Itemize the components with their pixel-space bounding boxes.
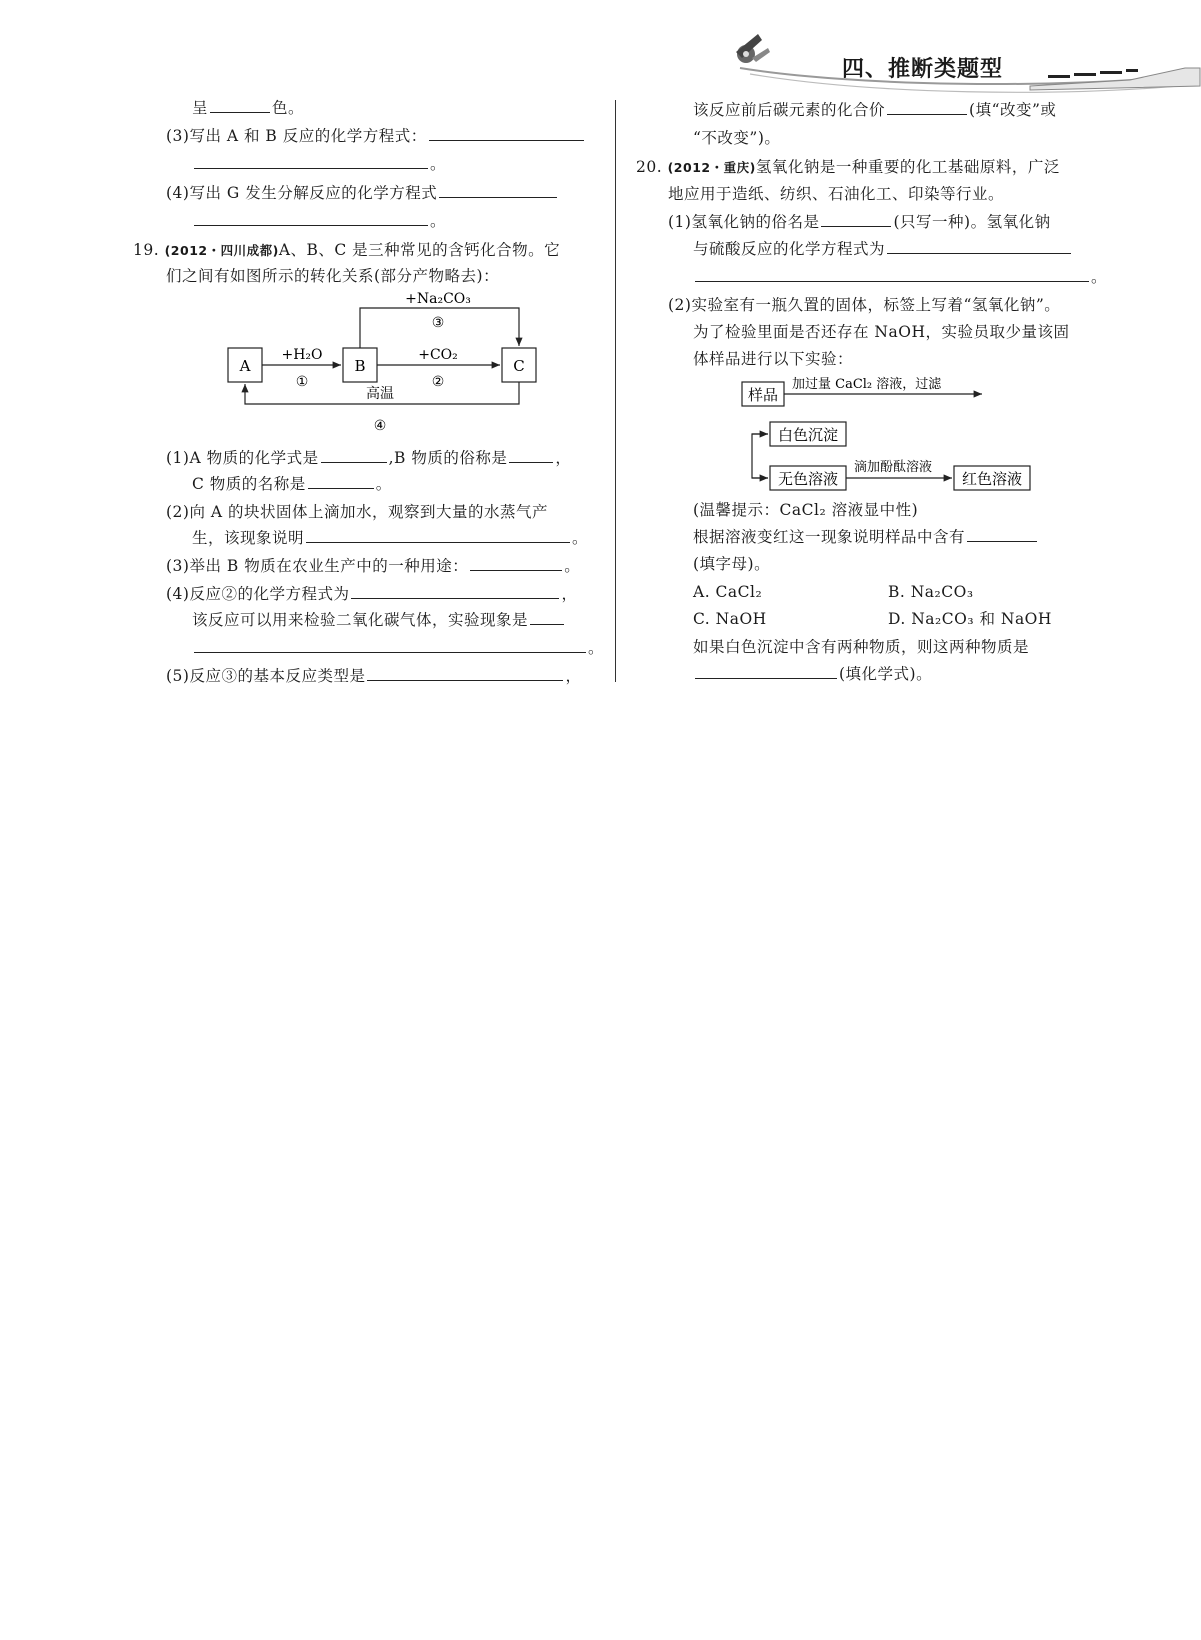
question-text: (填“改变”或 [969, 101, 1057, 119]
question-text: 该反应前后碳元素的化合价 [693, 101, 886, 119]
answer-blank[interactable] [308, 474, 374, 489]
answer-blank[interactable] [967, 527, 1037, 542]
q18-part4 [166, 183, 559, 203]
answer-blank[interactable] [194, 211, 428, 226]
q20-judge-line2 [693, 554, 770, 574]
q18-part3 [166, 126, 586, 146]
q20-stem [636, 157, 1060, 178]
split-bracket [752, 434, 768, 478]
comma: ， [561, 585, 578, 603]
question-source: (2012・四川成都) [164, 243, 279, 258]
question-text: (3)举出 B 物质在农业生产中的一种用途： [166, 557, 469, 575]
comma: ， [565, 667, 582, 685]
question-text: (1)氢氧化钠的俗名是 [668, 213, 820, 231]
answer-blank[interactable] [470, 556, 562, 571]
q19-part4 [166, 584, 577, 604]
question-text: (1)A 物质的化学式是 [166, 449, 319, 467]
q19-part1-line2 [192, 474, 392, 494]
answer-blank[interactable] [821, 212, 891, 227]
question-text: 与硫酸反应的化学方程式为 [693, 240, 886, 258]
question-text: 为了检验里面是否还存在 NaOH，实验员取少量该固 [693, 323, 1070, 341]
option-a-text: A. CaCl₂ [693, 583, 763, 601]
option-b[interactable] [888, 582, 974, 602]
q20-hint [693, 500, 918, 520]
hint-text: (温馨提示：CaCl₂ 溶液显中性) [693, 501, 919, 519]
question-text: (2)实验室有一瓶久置的固体，标签上写着“氢氧化钠”。 [668, 296, 1061, 314]
q18-part4-line2 [192, 211, 446, 231]
q19-cont-line2 [693, 128, 780, 148]
option-b-text: B. Na₂CO₃ [888, 583, 974, 601]
q20-part1 [668, 212, 1051, 232]
answer-blank[interactable] [367, 666, 563, 681]
answer-blank[interactable] [695, 267, 1089, 282]
question-text: (4)写出 G 发生分解反应的化学方程式 [166, 184, 438, 202]
q19-part1 [166, 448, 571, 468]
node-a-label: A [239, 357, 251, 375]
question-text: (填字母)。 [693, 555, 771, 573]
colorless-label: 无色溶液 [777, 470, 839, 488]
q19-stem [133, 240, 560, 261]
answer-blank[interactable] [439, 183, 557, 198]
condition-high-temp: 高温 [366, 386, 394, 402]
question-text: (4)反应②的化学方程式为 [166, 585, 350, 603]
node-c-label: C [513, 357, 525, 375]
period: 。 [375, 475, 392, 493]
question-text: ,B 物质的俗称是 [388, 449, 508, 467]
question-text: (3)写出 A 和 B 反应的化学方程式： [166, 127, 427, 145]
question-text: (2)向 A 的块状固体上滴加水，观察到大量的水蒸气产 [166, 503, 549, 521]
node-b-label: B [354, 357, 366, 375]
q19-part4-line2 [192, 610, 566, 630]
answer-blank[interactable] [210, 98, 270, 113]
step-4: ④ [373, 418, 387, 434]
step-2: ② [431, 374, 445, 390]
question-text: 根据溶液变红这一现象说明样品中含有 [693, 528, 966, 546]
text: 色。 [272, 99, 305, 117]
red-label: 红色溶液 [961, 470, 1023, 488]
step-3: ③ [431, 315, 445, 331]
question-text: C 物质的名称是 [192, 475, 306, 493]
question-text: “不改变”)。 [693, 129, 781, 147]
step2-label: 滴加酚酞溶液 [854, 460, 933, 475]
period: 。 [430, 212, 447, 230]
section-title: 四、推断类题型 [842, 57, 1004, 82]
option-c-text: C. NaOH [693, 610, 767, 628]
answer-blank[interactable] [429, 126, 584, 141]
question-text: 氢氧化钠是一种重要的化工基础原料，广泛 [755, 158, 1060, 176]
answer-blank[interactable] [306, 528, 570, 543]
comma: ， [555, 449, 572, 467]
q19-part2 [166, 502, 548, 522]
question-text: (填化学式)。 [839, 665, 933, 683]
question-text: 们之间有如图所示的转化关系(部分产物略去)： [166, 267, 500, 285]
answer-blank[interactable] [194, 638, 586, 653]
answer-blank[interactable] [887, 100, 967, 115]
q20-part1-line2 [693, 239, 1073, 259]
reagent-h2o: +H₂O [281, 347, 323, 363]
answer-blank[interactable] [887, 239, 1071, 254]
option-d[interactable] [888, 609, 1052, 629]
q20-part1-line3 [693, 267, 1107, 287]
option-c[interactable] [693, 609, 767, 629]
question-number: 19. [133, 241, 160, 259]
question-text: A、B、C 是三种常见的含钙化合物。它 [278, 241, 561, 259]
q20-last-line2 [693, 664, 932, 684]
q19-part3 [166, 556, 580, 576]
question-number: 20. [636, 158, 663, 176]
period: 。 [564, 557, 581, 575]
q20-stem-line2 [668, 184, 1004, 204]
question-text: 如果白色沉淀中含有两种物质，则这两种物质是 [693, 638, 1030, 656]
answer-blank[interactable] [695, 664, 837, 679]
option-a[interactable] [693, 582, 762, 602]
answer-blank[interactable] [530, 610, 564, 625]
q19-stem-line2 [166, 266, 499, 286]
q20-judge [693, 527, 1039, 547]
q19-part2-line2 [192, 528, 588, 548]
step1-label: 加过量 CaCl₂ 溶液，过滤 [792, 377, 942, 392]
q20-part2-line2 [693, 322, 1069, 342]
period: 。 [1091, 268, 1108, 286]
reagent-co2: +CO₂ [418, 347, 458, 363]
reagent-na2co3: +Na₂CO₃ [405, 291, 471, 307]
answer-blank[interactable] [194, 154, 428, 169]
question-text: 地应用于造纸、纺织、石油化工、印染等行业。 [668, 185, 1005, 203]
question-text: 体样品进行以下实验： [693, 350, 854, 368]
answer-blank[interactable] [351, 584, 559, 599]
q19-conversion-diagram [225, 288, 545, 440]
q20-experiment-flow [740, 372, 1070, 494]
column-divider [615, 100, 616, 682]
text: 呈 [192, 99, 209, 117]
answer-blank[interactable] [509, 448, 553, 463]
period: 。 [572, 529, 589, 547]
q19-cont-line1 [693, 100, 1056, 120]
period: 。 [430, 155, 447, 173]
q18-color-line [192, 98, 304, 118]
answer-blank[interactable] [321, 448, 387, 463]
option-d-text: D. Na₂CO₃ 和 NaOH [888, 610, 1052, 628]
q19-part5 [166, 666, 581, 686]
q18-part3-line2 [192, 154, 446, 174]
q20-part2-line3 [693, 349, 853, 369]
sample-label: 样品 [747, 386, 779, 404]
question-source: (2012・重庆) [667, 160, 756, 175]
question-text: 生，该现象说明 [192, 529, 305, 547]
question-text: (5)反应③的基本反应类型是 [166, 667, 366, 685]
question-text: 该反应可以用来检验二氧化碳气体，实验现象是 [192, 611, 529, 629]
q20-last [693, 637, 1029, 657]
step-1: ① [295, 374, 309, 390]
period: 。 [588, 639, 605, 657]
question-text: (只写一种)。氢氧化钠 [893, 213, 1051, 231]
precipitate-label: 白色沉淀 [777, 426, 839, 444]
q20-part2 [668, 295, 1060, 315]
q19-part4-line3 [192, 638, 604, 658]
